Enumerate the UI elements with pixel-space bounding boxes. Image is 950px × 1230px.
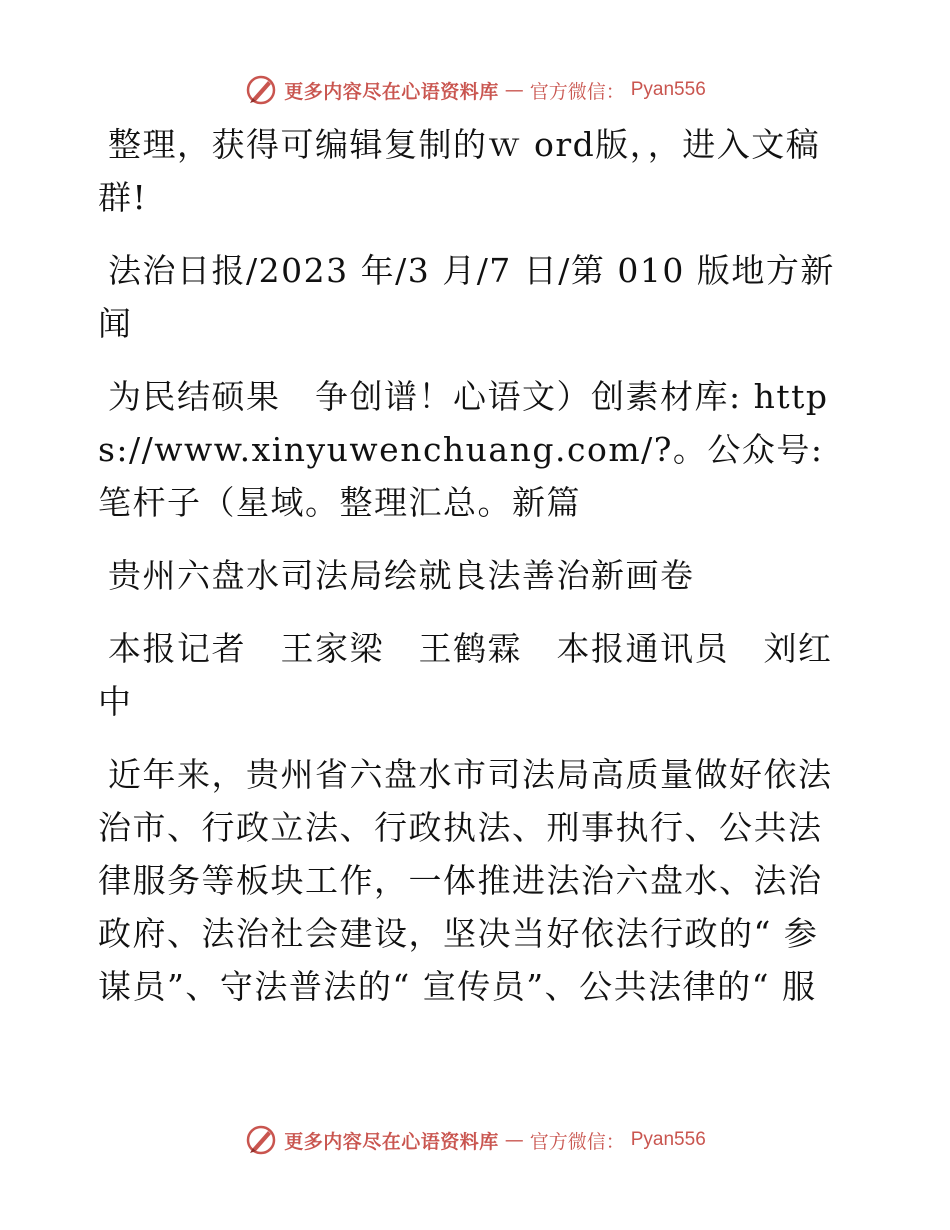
article-byline: 本报记者 王家梁 王鹤霖 本报通讯员 刘红中: [98, 629, 833, 721]
document-body: [98, 118, 850, 1033]
paragraph-intro: 整理，获得可编辑复制的ｗ ord版，，进入文稿群!: [98, 125, 821, 217]
watermark-wechat-id: Pyan556: [630, 79, 706, 100]
watermark-wechat-label: 官方微信：: [529, 1130, 625, 1153]
footer-watermark: [0, 1120, 950, 1160]
header-watermark: [0, 70, 950, 110]
watermark-dash: —: [504, 79, 524, 101]
watermark-text: 更多内容尽在心语资料库: [284, 1130, 499, 1153]
quill-logo-icon: [244, 1123, 278, 1157]
watermark-dash: —: [504, 1129, 524, 1151]
paragraph-source: 法治日报/2023 年/3 月/7 日/第 010 版地方新闻: [98, 251, 835, 343]
paragraph-subtitle: 为民结硕果 争创谱！心语文）创素材库: https://www.xinyuwenchuang.com/?。公众号: 笔杆子（星域。整理汇总。新篇: [98, 377, 829, 522]
quill-logo-icon: [244, 73, 278, 107]
article-body-paragraph: 近年来，贵州省六盘水市司法局高质量做好依法治市、行政立法、行政执法、刑事执行、公共法律服务等板块工作，一体推进法治六盘水、法治政府、法治社会建设，坚决当好依法行政的“ 参谋员”、守法普法的“ 宣传员”、公共法律的“ 服: [98, 755, 833, 1006]
watermark-text: 更多内容尽在心语资料库: [284, 80, 499, 103]
watermark-wechat-label: 官方微信：: [529, 80, 625, 103]
article-title: 贵州六盘水司法局绘就良法善治新画卷: [108, 556, 695, 595]
watermark-wechat-id: Pyan556: [630, 1129, 706, 1150]
